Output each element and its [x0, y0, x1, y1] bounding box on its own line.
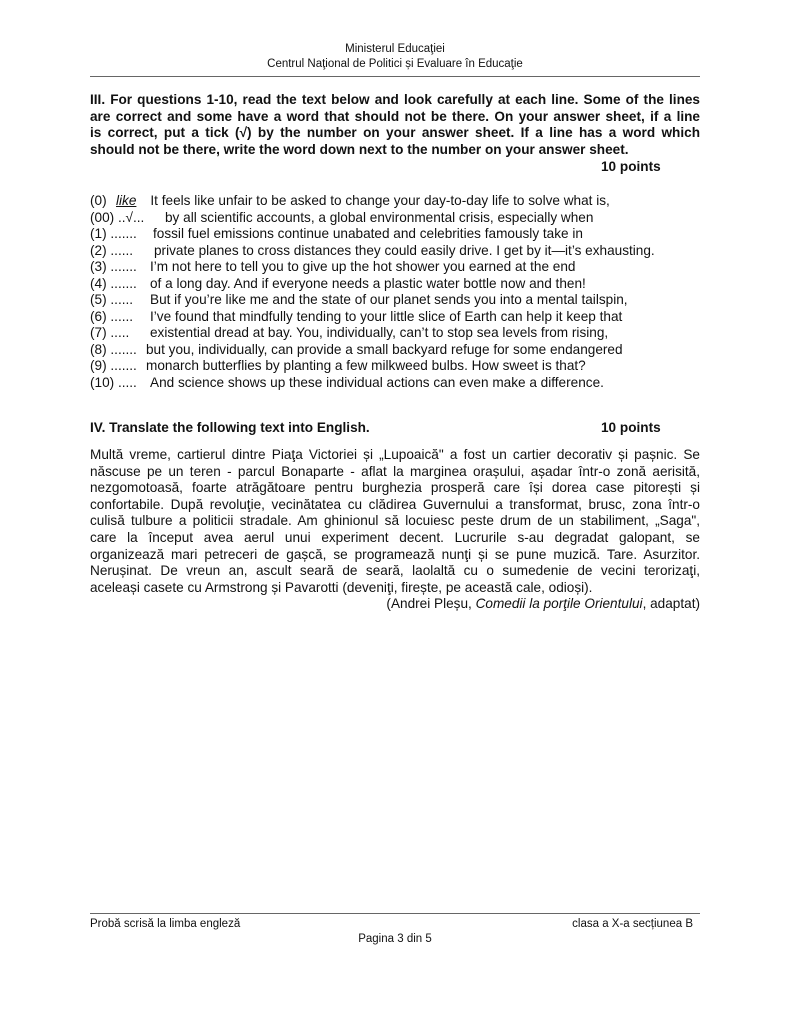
line-label: (10) .....: [90, 374, 137, 390]
footer-exam-name: Probă scrisă la limba engleză: [90, 918, 241, 930]
line-label: (0): [90, 193, 107, 208]
line-text: monarch butterflies by planting a few milkweed bulbs. How sweet is that?: [146, 358, 586, 373]
footer-class-section: clasa a X-a secțiunea B: [572, 918, 693, 930]
line-label: (6) ......: [90, 308, 134, 324]
paragraph-line: confortabile. După revoluţie, vecinătatea cu clădirea Guvernului a transformat, brusc, zona într-o: [90, 496, 700, 512]
line-label: (9) .......: [90, 358, 137, 373]
line-text: I’m not here to tell you to give up the hot shower you earned at the end: [150, 259, 576, 274]
header-divider: [90, 76, 700, 77]
line-text: private planes to cross distances they could easily drive. I get by it—it’s exhausting.: [154, 242, 655, 258]
source-citation: [90, 596, 700, 613]
document-header: [90, 42, 700, 72]
line-text: fossil fuel emissions continue unabated and celebrities famously take in: [153, 226, 583, 241]
exercise-line: [90, 259, 655, 276]
example-answer: like: [116, 193, 137, 208]
section-3-instructions: [90, 92, 700, 158]
section-3-points: 10 points: [601, 159, 661, 174]
citation-title: Comedii la porţile Orientului: [475, 596, 643, 612]
paragraph-line: care la început avea aerul unui experiment decent. Lucrurile s-au degradat galopant, se: [90, 529, 700, 545]
section-4-points: 10 points: [601, 420, 661, 435]
instruction-line: are correct and some have a word that should not be there. On your answer sheet, if a line: [90, 108, 700, 124]
instruction-line: III. For questions 1-10, read the text below and look carefully at each line. Some of the lines: [90, 92, 700, 107]
exercise-line: [90, 226, 655, 243]
line-text: existential dread at bay. You, individually, can’t to stop sea levels from rising,: [150, 325, 609, 340]
line-label: (2) ......: [90, 242, 134, 258]
error-correction-exercise: [90, 193, 655, 391]
ministry-name: Ministerul Educaţiei: [345, 43, 445, 55]
exercise-line: [90, 276, 655, 293]
paragraph-line: culisă tulbure a politicii stradale. Am ghinionul să locuiesc peste drum de un stabiliment, „Saga",: [90, 513, 700, 529]
citation-author: (Andrei Pleșu,: [386, 596, 476, 612]
line-label: (1) .......: [90, 226, 137, 241]
exercise-line: [90, 375, 655, 392]
exercise-line: [90, 325, 655, 342]
line-label: (7) .....: [90, 325, 130, 340]
exercise-line: [90, 210, 655, 227]
line-text: It feels like unfair to be asked to change your day-to-day life to solve what is,: [150, 193, 610, 208]
exercise-line: [90, 309, 655, 326]
line-text: by all scientific accounts, a global environmental crisis, especially when: [165, 209, 594, 225]
translation-text: [90, 447, 700, 613]
line-text: of a long day. And if everyone needs a plastic water bottle now and then!: [150, 275, 586, 291]
paragraph-line: nezgomotoasă, foarte atrăgătoare pentru burghezia prosperă care își dorea case pitorești și: [90, 480, 700, 496]
line-text: But if you’re like me and the state of our planet sends you into a mental tailspin,: [150, 292, 628, 307]
exercise-line: [90, 243, 655, 260]
instruction-line: is correct, put a tick (√) by the number on your answer sheet. If a line has a word which: [90, 125, 700, 141]
exercise-line: [90, 292, 655, 309]
section-4-heading: IV. Translate the following text into English.: [90, 420, 370, 435]
paragraph-line: Multă vreme, cartierul dintre Piaţa Victoriei și „Lupoaică" a fost un cartier decorativ și pașnic. Se: [90, 447, 700, 462]
exercise-line: [90, 342, 655, 359]
line-label: (8) .......: [90, 341, 137, 357]
footer-divider: [90, 913, 700, 914]
line-label: (5) ......: [90, 292, 134, 307]
paragraph-line: aceleași casete cu Armstrong și Pavarotti (deveniţi, firește, pe această cale, odioși).: [90, 579, 593, 595]
line-text: but you, individually, can provide a small backyard refuge for some endangered: [146, 341, 623, 357]
center-name: Centrul Naţional de Politici și Evaluare în Educaţie: [267, 58, 523, 70]
instruction-line: should not be there, write the word down next to the number on your answer sheet.: [90, 141, 629, 157]
exercise-line: [90, 193, 655, 210]
paragraph-line: organizează mari petreceri de gașcă, se programează nunţi și se pune muzică. Tare. Asurzitor.: [90, 546, 700, 562]
line-text: And science shows up these individual actions can even make a difference.: [150, 374, 604, 390]
exercise-line: [90, 358, 655, 375]
paragraph-line: Nerușinat. De vreun an, ascult seară de seară, laolaltă cu o sumedenie de vecini terorizaţi,: [90, 563, 700, 579]
paragraph-line: născuse pe un teren - parcul Bonaparte - aflat la marginea orașului, așadar într-o zonă aerisită,: [90, 463, 700, 479]
page-number: Pagina 3 din 5: [358, 933, 432, 945]
line-label: (4) .......: [90, 275, 137, 291]
line-text: I’ve found that mindfully tending to your little slice of Earth can help it keep that: [150, 308, 623, 324]
line-label: (3) .......: [90, 259, 137, 274]
line-label: (00) ..√...: [90, 209, 145, 225]
citation-note: , adaptat): [642, 596, 700, 612]
